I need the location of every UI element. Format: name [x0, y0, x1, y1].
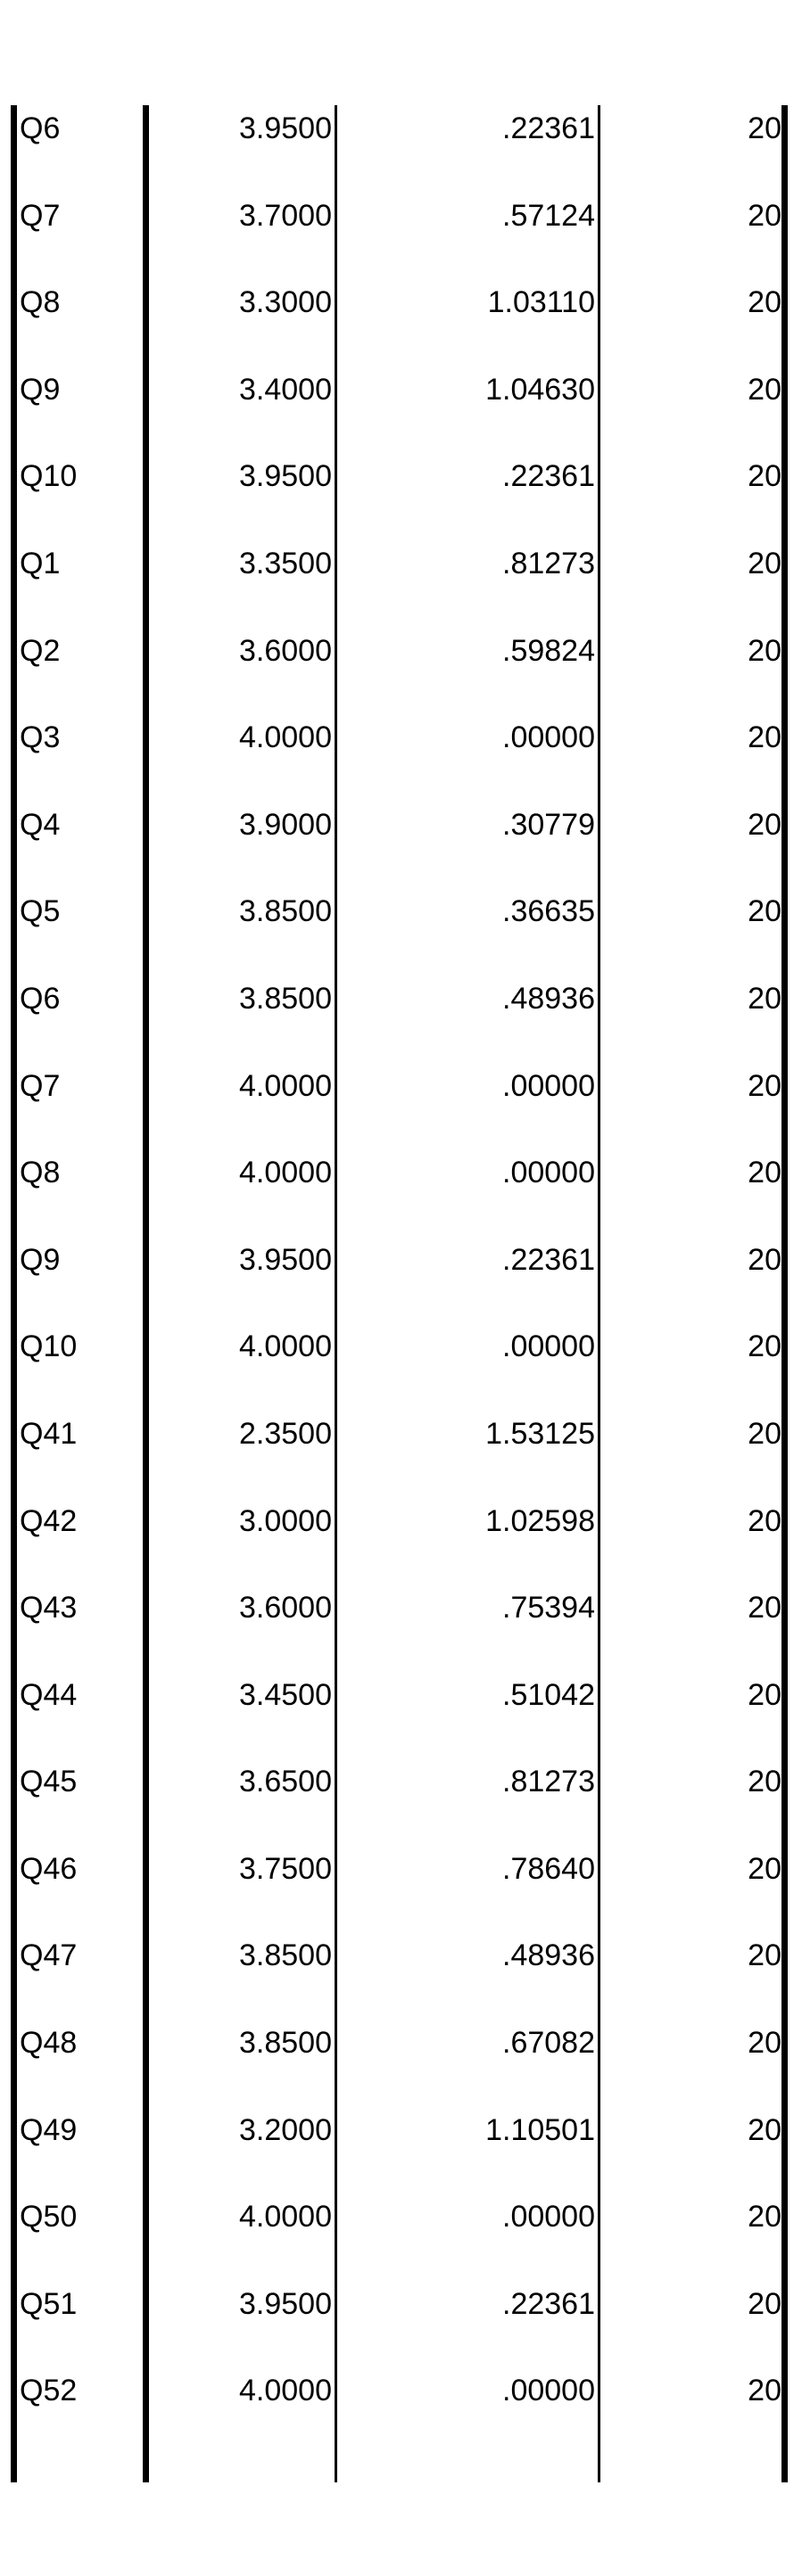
count-value: 20	[748, 1851, 781, 1886]
std-deviation-value: .22361	[502, 2286, 595, 2321]
row-label: Q46	[20, 1851, 78, 1886]
std-deviation-value: 1.02598	[485, 1503, 595, 1538]
table-row	[0, 1323, 802, 1411]
mean-value: 2.3500	[239, 1416, 332, 1451]
row-label: Q44	[20, 1677, 78, 1712]
mean-value: 3.9500	[239, 1242, 332, 1277]
mean-value: 3.9000	[239, 807, 332, 842]
row-label: Q3	[20, 720, 61, 755]
mean-value: 3.6500	[239, 1765, 332, 1799]
table-row	[0, 2020, 802, 2107]
mean-value: 3.8500	[239, 894, 332, 929]
row-label: Q9	[20, 372, 61, 407]
mean-value: 3.3000	[239, 285, 332, 320]
mean-value: 4.0000	[239, 2200, 332, 2234]
row-label: Q10	[20, 1329, 78, 1364]
table-row	[0, 1149, 802, 1237]
table-row	[0, 1932, 802, 2020]
mean-value: 4.0000	[239, 720, 332, 755]
mean-value: 3.8500	[239, 981, 332, 1016]
mean-value: 3.4500	[239, 1677, 332, 1712]
mean-value: 4.0000	[239, 1068, 332, 1103]
table-row	[0, 2367, 802, 2455]
count-value: 20	[748, 1765, 781, 1799]
std-deviation-value: .67082	[502, 2026, 595, 2061]
std-deviation-value: .81273	[502, 546, 595, 580]
std-deviation-value: .75394	[502, 1591, 595, 1625]
count-value: 20	[748, 2200, 781, 2234]
table-row	[0, 1411, 802, 1498]
count-value: 20	[748, 1591, 781, 1625]
std-deviation-value: 1.04630	[485, 372, 595, 407]
std-deviation-value: .00000	[502, 1068, 595, 1103]
count-value: 20	[748, 285, 781, 320]
std-deviation-value: .48936	[502, 981, 595, 1016]
mean-value: 3.2000	[239, 2112, 332, 2147]
table-row	[0, 2107, 802, 2194]
mean-value: 3.8500	[239, 2026, 332, 2061]
table-row	[0, 279, 802, 366]
table-row	[0, 1846, 802, 1933]
table-row	[0, 628, 802, 715]
std-deviation-value: 1.10501	[485, 2112, 595, 2147]
count-value: 20	[748, 1242, 781, 1277]
table-row	[0, 1498, 802, 1585]
mean-value: 3.8500	[239, 1938, 332, 1973]
row-label: Q9	[20, 1242, 61, 1277]
table-row	[0, 888, 802, 975]
table-row	[0, 1672, 802, 1759]
count-value: 20	[748, 2026, 781, 2061]
count-value: 20	[748, 1938, 781, 1973]
count-value: 20	[748, 198, 781, 233]
count-value: 20	[748, 372, 781, 407]
mean-value: 3.9500	[239, 459, 332, 494]
count-value: 20	[748, 1677, 781, 1712]
table-row	[0, 2281, 802, 2368]
row-label: Q8	[20, 1156, 61, 1190]
std-deviation-value: .78640	[502, 1851, 595, 1886]
row-label: Q6	[20, 981, 61, 1016]
std-deviation-value: .57124	[502, 198, 595, 233]
mean-value: 4.0000	[239, 1156, 332, 1190]
mean-value: 3.6000	[239, 633, 332, 668]
mean-value: 3.9500	[239, 111, 332, 145]
row-label: Q5	[20, 894, 61, 929]
table-row	[0, 1063, 802, 1150]
std-deviation-value: 1.03110	[487, 285, 595, 320]
table-row	[0, 1584, 802, 1672]
count-value: 20	[748, 111, 781, 145]
mean-value: 3.3500	[239, 546, 332, 580]
std-deviation-value: .22361	[502, 459, 595, 494]
mean-value: 3.0000	[239, 1503, 332, 1538]
count-value: 20	[748, 1416, 781, 1451]
row-label: Q41	[20, 1416, 78, 1451]
mean-value: 3.7000	[239, 198, 332, 233]
table-body	[0, 105, 802, 2455]
std-deviation-value: .00000	[502, 1156, 595, 1190]
table-row	[0, 975, 802, 1063]
mean-value: 3.6000	[239, 1591, 332, 1625]
std-deviation-value: .00000	[502, 2374, 595, 2408]
std-deviation-value: .59824	[502, 633, 595, 668]
count-value: 20	[748, 1068, 781, 1103]
table-row	[0, 366, 802, 454]
std-deviation-value: .22361	[502, 1242, 595, 1277]
std-deviation-value: .36635	[502, 894, 595, 929]
table-row	[0, 714, 802, 802]
std-deviation-value: .00000	[502, 2200, 595, 2234]
table-row	[0, 453, 802, 540]
count-value: 20	[748, 2374, 781, 2408]
std-deviation-value: .48936	[502, 1938, 595, 1973]
count-value: 20	[748, 633, 781, 668]
row-label: Q8	[20, 285, 61, 320]
mean-value: 4.0000	[239, 1329, 332, 1364]
row-label: Q10	[20, 459, 78, 494]
row-label: Q6	[20, 111, 61, 145]
count-value: 20	[748, 2112, 781, 2147]
count-value: 20	[748, 1329, 781, 1364]
row-label: Q2	[20, 633, 61, 668]
row-label: Q7	[20, 1068, 61, 1103]
mean-value: 4.0000	[239, 2374, 332, 2408]
table-row	[0, 1758, 802, 1846]
row-label: Q47	[20, 1938, 78, 1973]
table-row	[0, 193, 802, 280]
table-row	[0, 1237, 802, 1324]
std-deviation-value: .81273	[502, 1765, 595, 1799]
count-value: 20	[748, 894, 781, 929]
table-row	[0, 802, 802, 889]
count-value: 20	[748, 2286, 781, 2321]
row-label: Q42	[20, 1503, 78, 1538]
mean-value: 3.9500	[239, 2286, 332, 2321]
count-value: 20	[748, 1503, 781, 1538]
row-label: Q43	[20, 1591, 78, 1625]
statistics-table	[0, 105, 802, 2482]
count-value: 20	[748, 807, 781, 842]
count-value: 20	[748, 720, 781, 755]
mean-value: 3.7500	[239, 1851, 332, 1886]
row-label: Q45	[20, 1765, 78, 1799]
row-label: Q48	[20, 2026, 78, 2061]
mean-value: 3.4000	[239, 372, 332, 407]
count-value: 20	[748, 546, 781, 580]
std-deviation-value: .22361	[502, 111, 595, 145]
row-label: Q51	[20, 2286, 78, 2321]
row-label: Q49	[20, 2112, 78, 2147]
count-value: 20	[748, 981, 781, 1016]
row-label: Q7	[20, 198, 61, 233]
table-row	[0, 2193, 802, 2281]
std-deviation-value: .30779	[502, 807, 595, 842]
table-row	[0, 105, 802, 193]
count-value: 20	[748, 1156, 781, 1190]
count-value: 20	[748, 459, 781, 494]
std-deviation-value: 1.53125	[485, 1416, 595, 1451]
std-deviation-value: .00000	[502, 720, 595, 755]
row-label: Q1	[20, 546, 61, 580]
row-label: Q52	[20, 2374, 78, 2408]
row-label: Q50	[20, 2200, 78, 2234]
std-deviation-value: .51042	[502, 1677, 595, 1712]
std-deviation-value: .00000	[502, 1329, 595, 1364]
row-label: Q4	[20, 807, 61, 842]
table-row	[0, 540, 802, 628]
